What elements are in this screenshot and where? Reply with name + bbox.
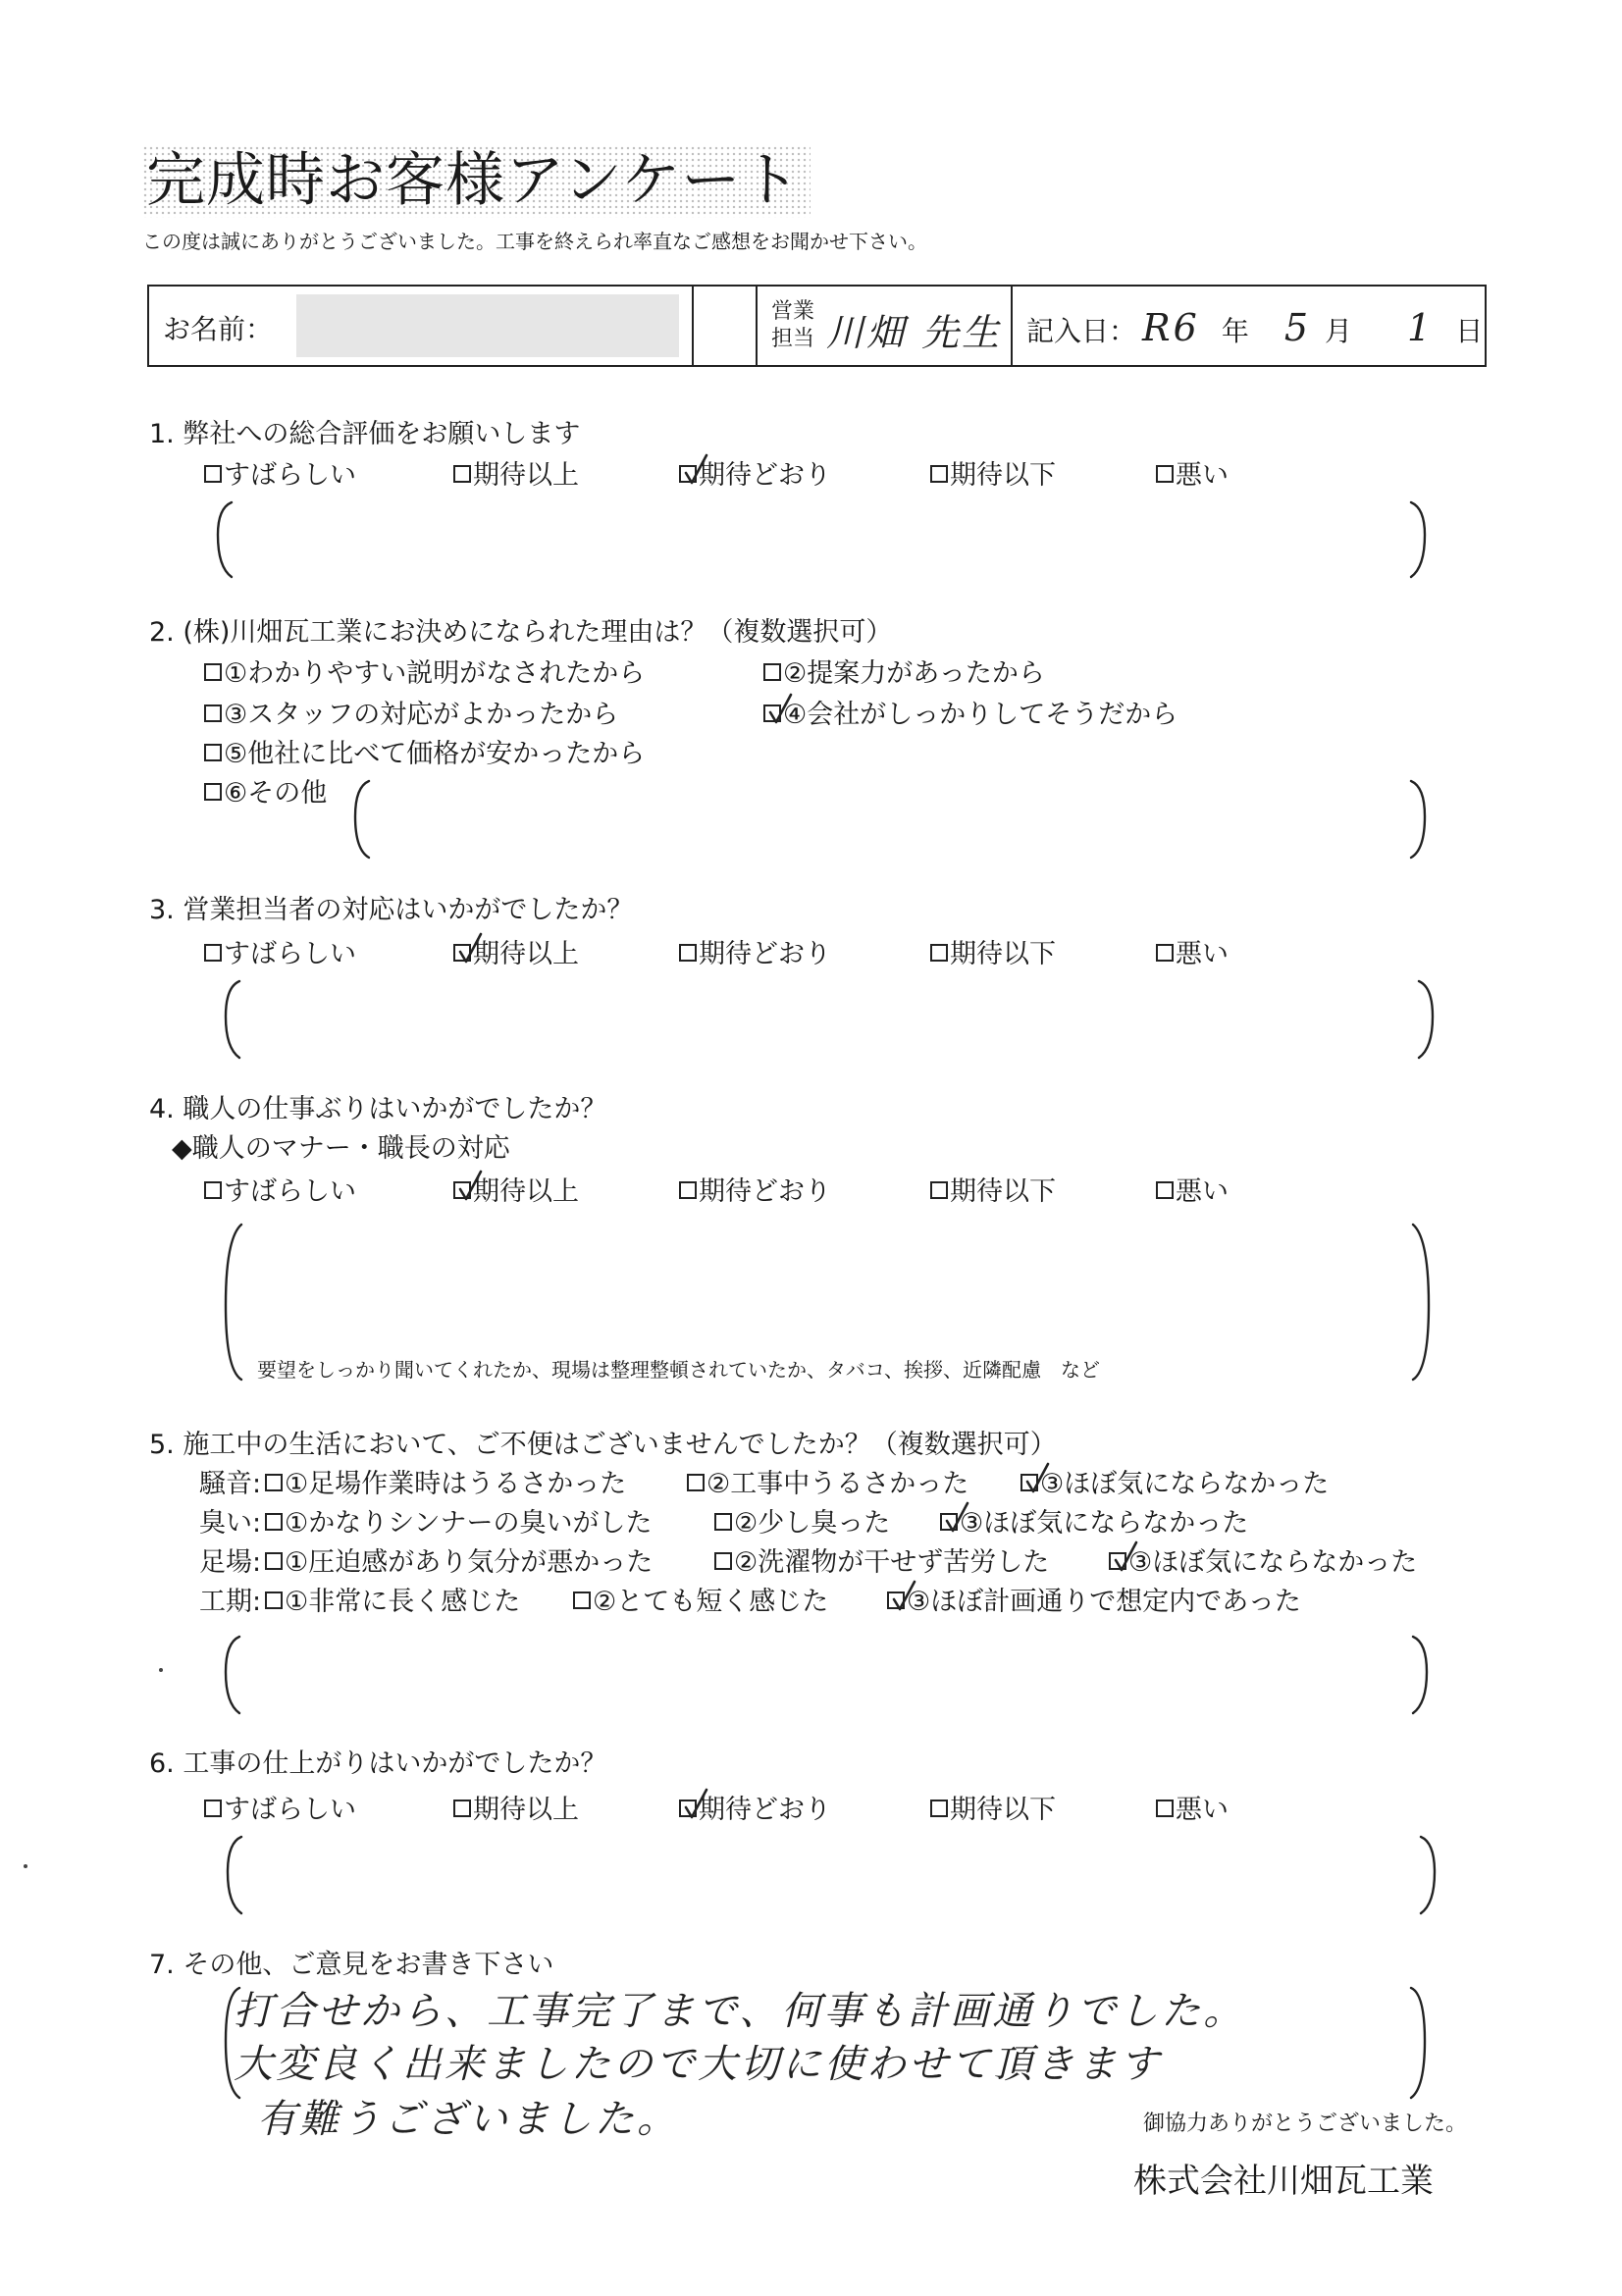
option-label: 悪い	[1176, 1176, 1229, 1207]
q7-line-1: 打合せから、工事完了まで、何事も計画通りでした。	[234, 1989, 1246, 2034]
q5-row-label: 工期:	[199, 1587, 262, 1617]
page-title: 完成時お客様アンケート	[142, 145, 811, 218]
option-label: 期待以上	[473, 1795, 579, 1825]
option-label: ①圧迫感があり気分が悪かった	[285, 1547, 654, 1578]
sales-name-handwritten: 川畑 先生	[826, 311, 1003, 354]
q4-comment-bracket-right	[1413, 1225, 1429, 1380]
option-label: すばらしい	[224, 1176, 356, 1207]
q6-comment-bracket-left	[228, 1837, 241, 1913]
q4-subtitle: ◆職人のマナー・職長の対応	[172, 1133, 510, 1164]
q7-line-3: 有難うございました。	[257, 2097, 679, 2142]
option-label: すばらしい	[224, 939, 356, 969]
option-label: ④会社がしっかりしてそうだから	[783, 700, 1178, 730]
q2-other-bracket-right	[1411, 781, 1425, 858]
option-label: 期待以下	[950, 460, 1056, 491]
name-label: お名前：	[163, 313, 274, 345]
month-unit: 月	[1325, 315, 1353, 347]
intro-text: この度は誠にありがとうございました。工事を終えられ率直なご感想をお聞かせ下さい。	[142, 230, 927, 253]
q7-comment-bracket-right	[1411, 1988, 1425, 2098]
date-month: 5	[1283, 306, 1312, 349]
q5-comment-bracket-left	[226, 1637, 239, 1713]
date-era: R6	[1142, 306, 1200, 349]
q6-comment-bracket-right	[1421, 1837, 1435, 1913]
date-label: 記入日：	[1026, 315, 1137, 347]
option-label: 期待以上	[473, 939, 579, 969]
option-label: ②提案力があったから	[783, 658, 1045, 689]
q5-row-label: 臭い:	[199, 1508, 262, 1539]
q1-title: 1. 弊社への総合評価をお願いします	[149, 419, 581, 449]
scan-speck	[24, 1864, 27, 1868]
company-name: 株式会社川畑瓦工業	[1133, 2162, 1434, 2201]
option-label: ②とても短く感じた	[593, 1587, 829, 1617]
option-label: ⑤他社に比べて価格が安かったから	[224, 739, 646, 769]
q7-line-2: 大変良く出来ましたので大切に使わせて頂きます	[234, 2042, 1162, 2087]
q3-comment-bracket-right	[1419, 981, 1433, 1058]
option-label: 期待どおり	[699, 1176, 831, 1207]
q1-comment-bracket-left	[218, 502, 232, 577]
q4-note: 要望をしっかり聞いてくれたか、現場は整理整頓されていたか、タバコ、挨拶、近隣配慮 など	[257, 1358, 1100, 1382]
option-label: 期待どおり	[699, 1795, 831, 1825]
option-label: ②工事中うるさかった	[706, 1469, 969, 1499]
q2-other-bracket-left	[355, 781, 369, 858]
q2-title: 2. (株)川畑瓦工業にお決めになられた理由は？（複数選択可）	[149, 617, 893, 648]
option-label: 期待以上	[473, 460, 579, 491]
option-label: ③ほぼ計画通りで想定内であった	[907, 1587, 1301, 1617]
q7-title: 7. その他、ご意見をお書き下さい	[149, 1950, 554, 1980]
footer-thanks: 御協力ありがとうございました。	[1143, 2112, 1468, 2136]
option-label: ③ほぼ気にならなかった	[1128, 1547, 1418, 1578]
option-label: すばらしい	[224, 1795, 356, 1825]
q5-row-label: 足場:	[199, 1547, 262, 1578]
option-label: 期待どおり	[699, 939, 831, 969]
option-label: 期待以上	[473, 1176, 579, 1207]
option-label: ③スタッフの対応がよかったから	[224, 700, 619, 730]
scan-speck	[159, 1668, 163, 1672]
q4-title: 4. 職人の仕事ぶりはいかがでしたか？	[149, 1094, 607, 1124]
q1-comment-bracket-right	[1411, 502, 1425, 577]
option-label: 悪い	[1176, 1795, 1229, 1825]
option-label: ①非常に長く感じた	[285, 1587, 521, 1617]
option-label: ①かなりシンナーの臭いがした	[285, 1508, 653, 1539]
q6-title: 6. 工事の仕上がりはいかがでしたか？	[149, 1748, 607, 1779]
date-day: 1	[1407, 306, 1435, 349]
q3-title: 3. 営業担当者の対応はいかがでしたか？	[149, 895, 634, 925]
option-label: ②少し臭った	[734, 1508, 891, 1539]
option-label: ①わかりやすい説明がなされたから	[224, 658, 646, 689]
option-label: 期待どおり	[699, 460, 831, 491]
option-label: ②洗濯物が干せず苦労した	[734, 1547, 1050, 1578]
year-unit: 年	[1221, 315, 1249, 347]
option-label: ⑥その他	[224, 778, 328, 809]
option-label: ③ほぼ気にならなかった	[1040, 1469, 1330, 1499]
option-label: すばらしい	[224, 460, 356, 491]
sales-label: 営業 担当	[771, 299, 815, 351]
option-label: 期待以下	[950, 1795, 1056, 1825]
option-label: 悪い	[1176, 460, 1229, 491]
option-label: 期待以下	[950, 1176, 1056, 1207]
q5-title: 5. 施工中の生活において、ご不便はございませんでしたか？（複数選択可）	[149, 1430, 1057, 1460]
option-label: ③ほぼ気にならなかった	[960, 1508, 1249, 1539]
q5-comment-bracket-right	[1413, 1637, 1427, 1713]
day-unit: 日	[1455, 315, 1484, 347]
q4-comment-bracket-left	[226, 1225, 241, 1380]
option-label: ①足場作業時はうるさかった	[285, 1469, 627, 1499]
q7-comment-bracket-left	[226, 1988, 239, 2098]
q3-comment-bracket-left	[226, 981, 239, 1058]
q5-row-label: 騒音:	[199, 1469, 262, 1499]
option-label: 悪い	[1176, 939, 1229, 969]
option-label: 期待以下	[950, 939, 1056, 969]
